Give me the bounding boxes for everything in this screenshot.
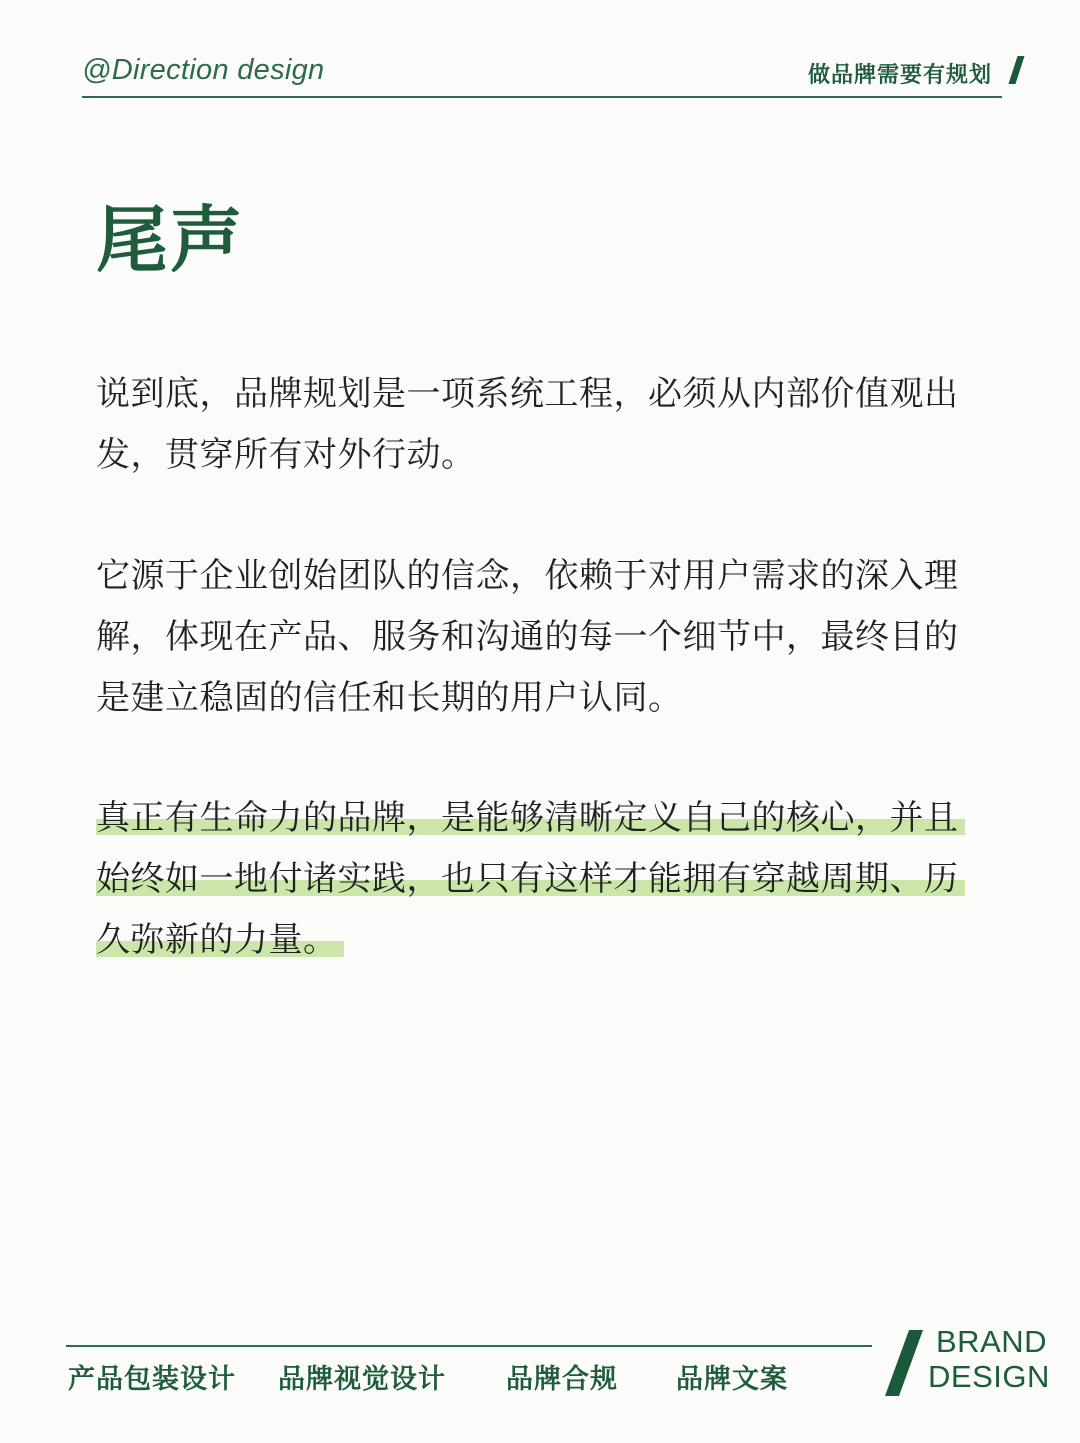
footer-item-packaging-design[interactable]: 产品包装设计 (68, 1364, 236, 1395)
highlighted-paragraph (96, 788, 986, 971)
brand-handle: @Direction design (82, 54, 325, 86)
series-title: 做品牌需要有规划 (807, 63, 992, 88)
page-title: 尾声 (96, 198, 245, 282)
footer-divider (66, 1345, 872, 1347)
slash-logo-icon (885, 1330, 923, 1396)
brand-logo-line-1: BRAND (936, 1324, 1048, 1359)
footer-item-brand-copywriting[interactable]: 品牌文案 (676, 1364, 788, 1395)
page-header (82, 52, 1002, 98)
footer-item-brand-compliance[interactable]: 品牌合规 (506, 1364, 618, 1395)
body-paragraph-1: 说到底，品牌规划是一项系统工程，必须从内部价值观出发，贯穿所有对外行动。 (96, 374, 959, 475)
body-paragraph-2: 它源于企业创始团队的信念，依赖于对用户需求的深入理解，体现在产品、服务和沟通的每一个细节中，最终目的是建立稳固的信任和长期的用户认同。 (96, 556, 959, 718)
brand-design-logo (928, 1324, 1048, 1394)
footer-item-brand-visual-design[interactable]: 品牌视觉设计 (278, 1364, 446, 1395)
brand-logo-line-2: DESIGN (928, 1359, 1050, 1394)
slash-mark-icon (1008, 56, 1024, 84)
highlighted-text: 真正有生命力的品牌，是能够清晰定义自己的核心，并且始终如一地付诸实践，也只有这样才能拥有穿越周期、历久弥新的力量。 (96, 798, 965, 960)
